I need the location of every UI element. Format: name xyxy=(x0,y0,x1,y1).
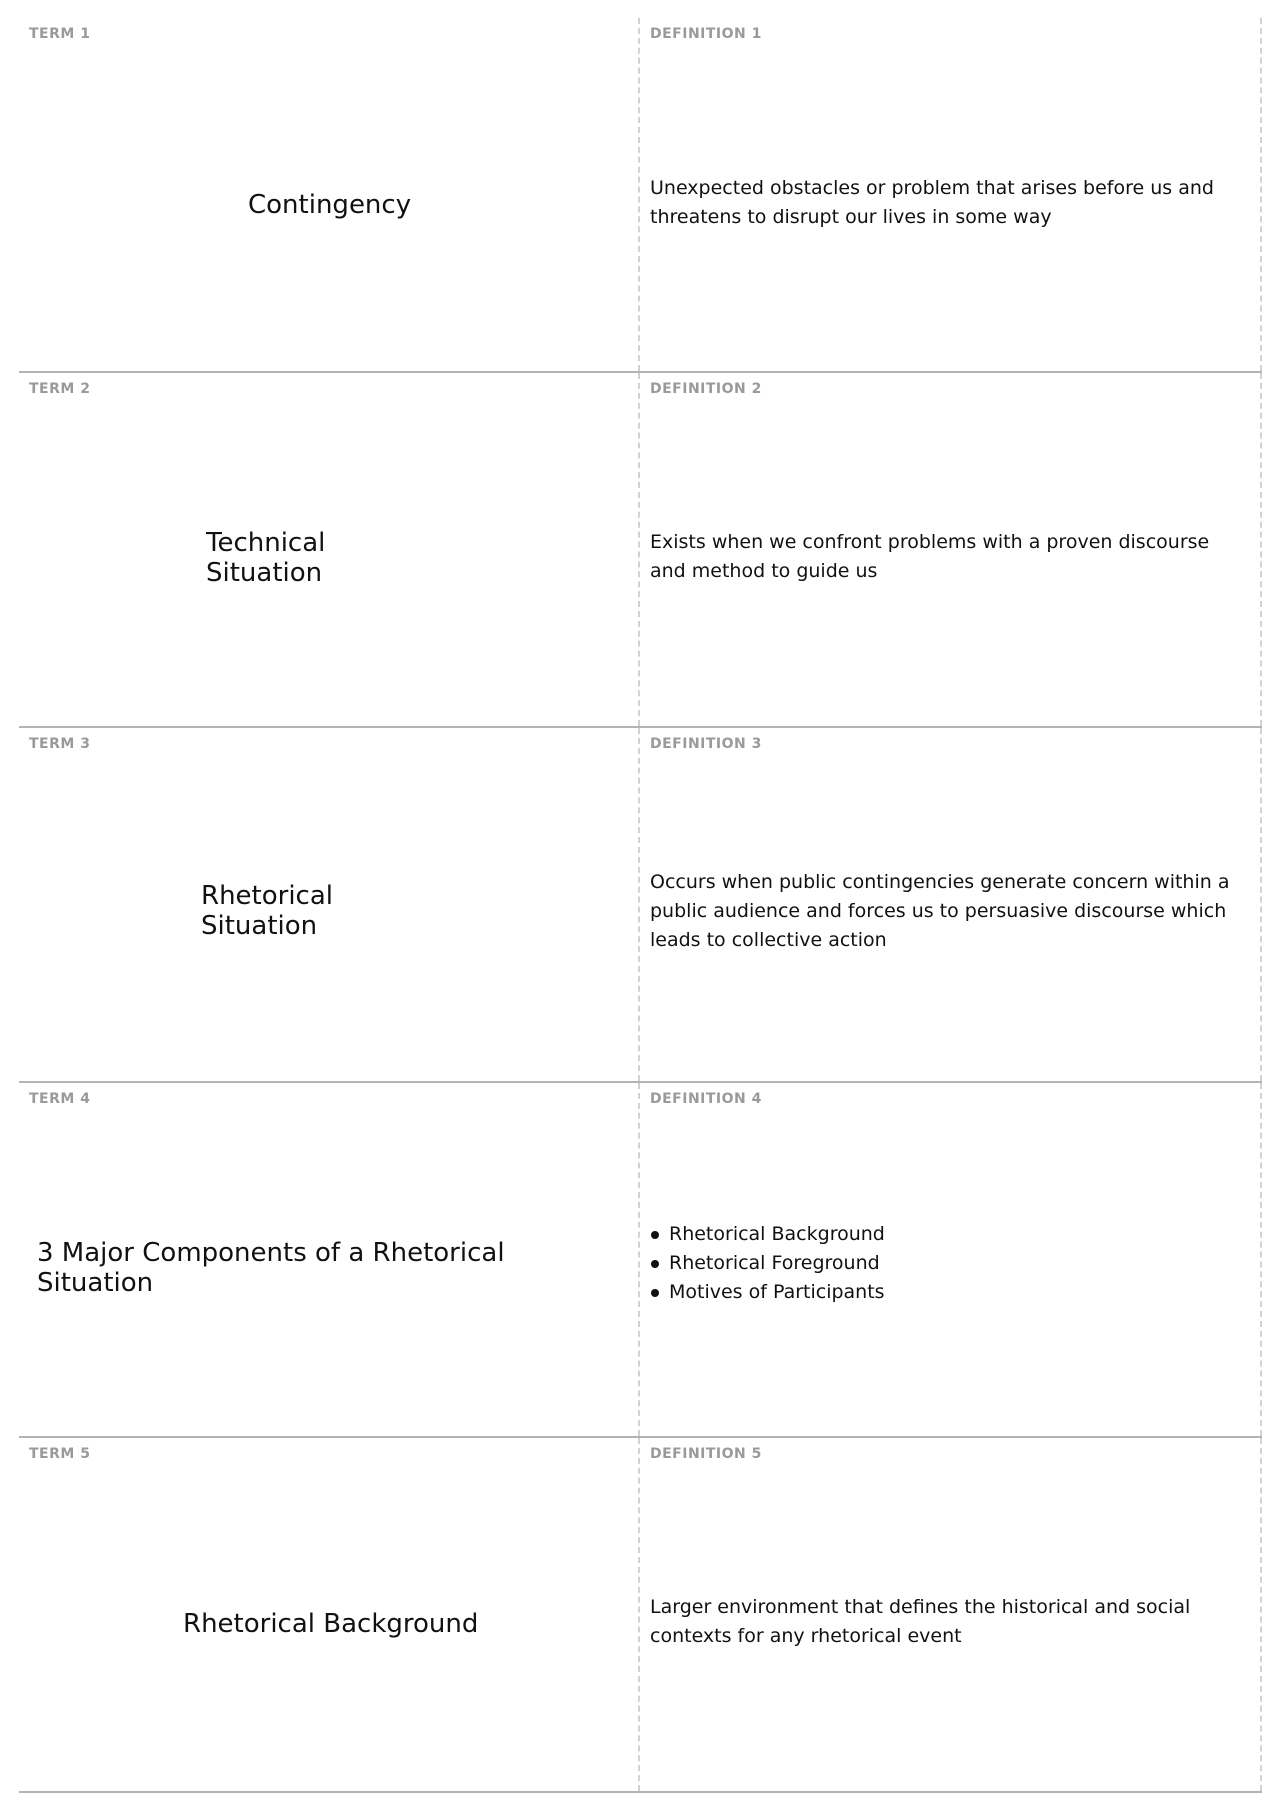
list-item xyxy=(650,1278,885,1307)
term-cell xyxy=(19,1438,640,1791)
definition-label: DEFINITION 4 xyxy=(650,1091,762,1107)
definition-cell xyxy=(640,728,1262,1081)
term-cell xyxy=(19,18,640,371)
definition-cell xyxy=(640,373,1262,726)
term-text: Contingency xyxy=(248,190,412,220)
term-line: Rhetorical xyxy=(201,881,334,911)
term-label: TERM 2 xyxy=(29,381,91,397)
term-cell xyxy=(19,728,640,1081)
definition-label: DEFINITION 2 xyxy=(650,381,762,397)
term-line: Situation xyxy=(37,1268,154,1298)
term-text xyxy=(201,881,333,941)
definition-cell xyxy=(640,1438,1262,1791)
term-label: TERM 1 xyxy=(29,26,91,42)
flashcard-sheet xyxy=(19,18,1262,1793)
term-text: Rhetorical Background xyxy=(183,1609,479,1639)
term-line: Situation xyxy=(201,911,318,941)
bullet-icon xyxy=(651,1289,659,1297)
list-item xyxy=(650,1220,885,1249)
term-cell xyxy=(19,1083,640,1436)
flashcard-row xyxy=(19,1438,1262,1793)
term-cell xyxy=(19,373,640,726)
flashcard-row xyxy=(19,728,1262,1083)
flashcard-row xyxy=(19,373,1262,728)
bullet-icon xyxy=(651,1260,659,1268)
flashcard-row xyxy=(19,1083,1262,1438)
definition-label: DEFINITION 5 xyxy=(650,1446,762,1462)
list-item-text: Rhetorical Foreground xyxy=(669,1252,880,1274)
definition-cell xyxy=(640,1083,1262,1436)
bullet-icon xyxy=(651,1231,659,1239)
term-label: TERM 3 xyxy=(29,736,91,752)
definition-list xyxy=(650,1220,885,1307)
list-item-text: Rhetorical Background xyxy=(669,1223,885,1245)
flashcard-row xyxy=(19,18,1262,373)
term-line: Technical xyxy=(206,528,326,558)
term-label: TERM 5 xyxy=(29,1446,91,1462)
term-text xyxy=(206,528,325,588)
term-line: Situation xyxy=(206,558,323,588)
list-item-text: Motives of Participants xyxy=(669,1281,885,1303)
term-line: 3 Major Components of a Rhetorical xyxy=(37,1238,505,1268)
definition-text: Unexpected obstacles or problem that arises before us and threatens to disrupt our lives in some way xyxy=(650,177,1214,228)
term-text xyxy=(37,1238,505,1298)
definition-text: Exists when we confront problems with a proven discourse and method to guide us xyxy=(650,531,1210,582)
definition-text: Occurs when public contingencies generate concern within a public audience and forces us to persuasive discourse which leads to collective action xyxy=(650,871,1230,951)
term-label: TERM 4 xyxy=(29,1091,91,1107)
definition-text: Larger environment that defines the historical and social contexts for any rhetorical event xyxy=(650,1596,1191,1647)
definition-cell xyxy=(640,18,1262,371)
list-item xyxy=(650,1249,885,1278)
definition-label: DEFINITION 3 xyxy=(650,736,762,752)
definition-label: DEFINITION 1 xyxy=(650,26,762,42)
